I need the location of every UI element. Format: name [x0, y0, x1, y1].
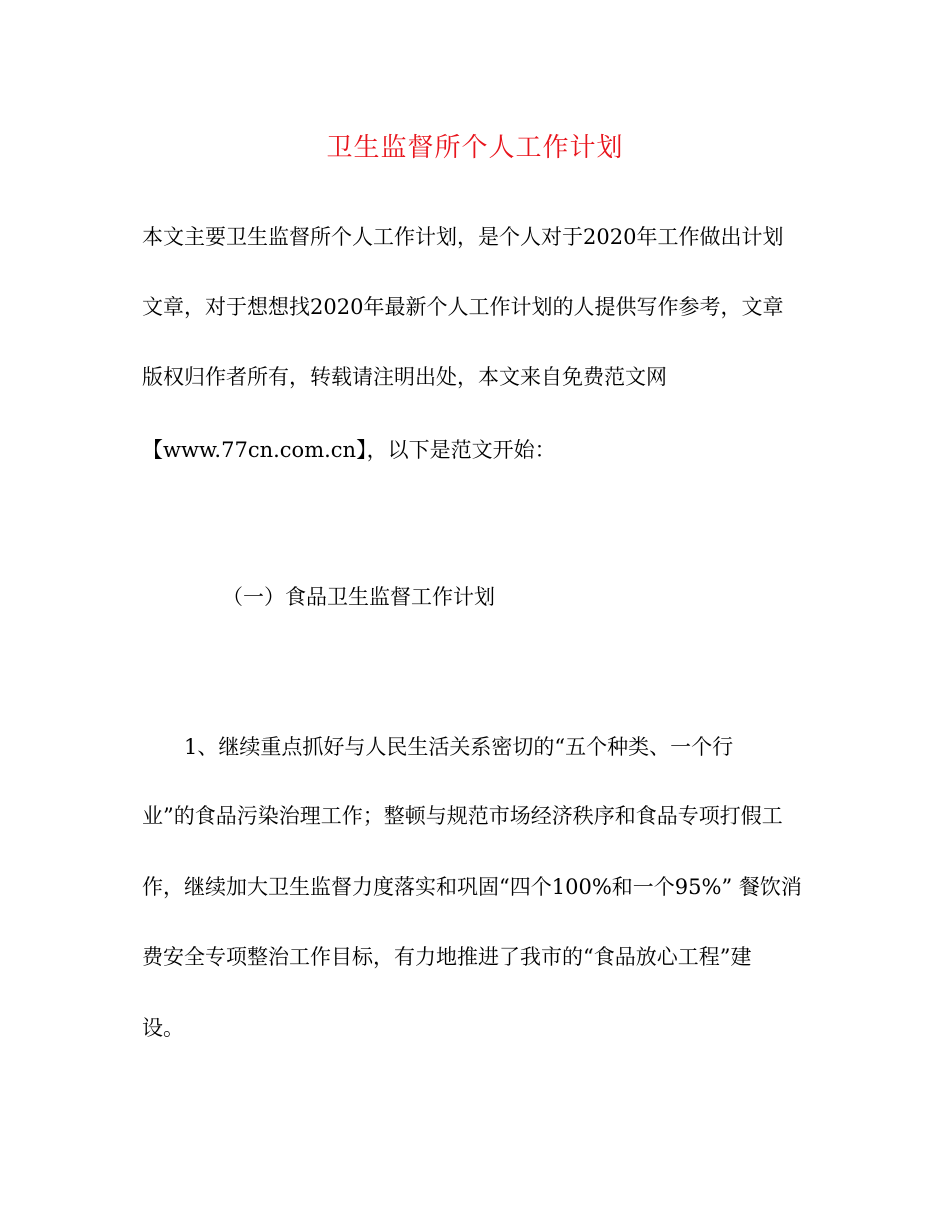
intro-line: 版权归作者所有，转载请注明出处，本文来自免费范文网	[142, 365, 667, 389]
intro-line: 本文主要卫生监督所个人工作计划，是个人对于2020年工作做出计划	[142, 225, 784, 249]
intro-line: 【www.77cn.com.cn】，以下是范文开始：	[142, 438, 556, 462]
intro-line: 文章，对于想想找2020年最新个人工作计划的人提供写作参考，文章	[142, 295, 784, 319]
paragraph-line: 费安全专项整治工作目标，有力地推进了我市的“食品放心工程”建	[142, 945, 752, 969]
paragraph-line: 1、继续重点抓好与人民生活关系密切的“五个种类、一个行	[142, 735, 734, 759]
paragraph-line: 作，继续加大卫生监督力度落实和巩固“四个100%和一个95%” 餐饮消	[142, 875, 802, 899]
document-title: 卫生监督所个人工作计划	[326, 133, 624, 163]
paragraph-line: 设。	[142, 1016, 184, 1040]
paragraph-line: 业”的食品污染治理工作；整顿与规范市场经济秩序和食品专项打假工	[142, 804, 783, 828]
section-heading: （一）食品卫生监督工作计划	[222, 585, 495, 609]
